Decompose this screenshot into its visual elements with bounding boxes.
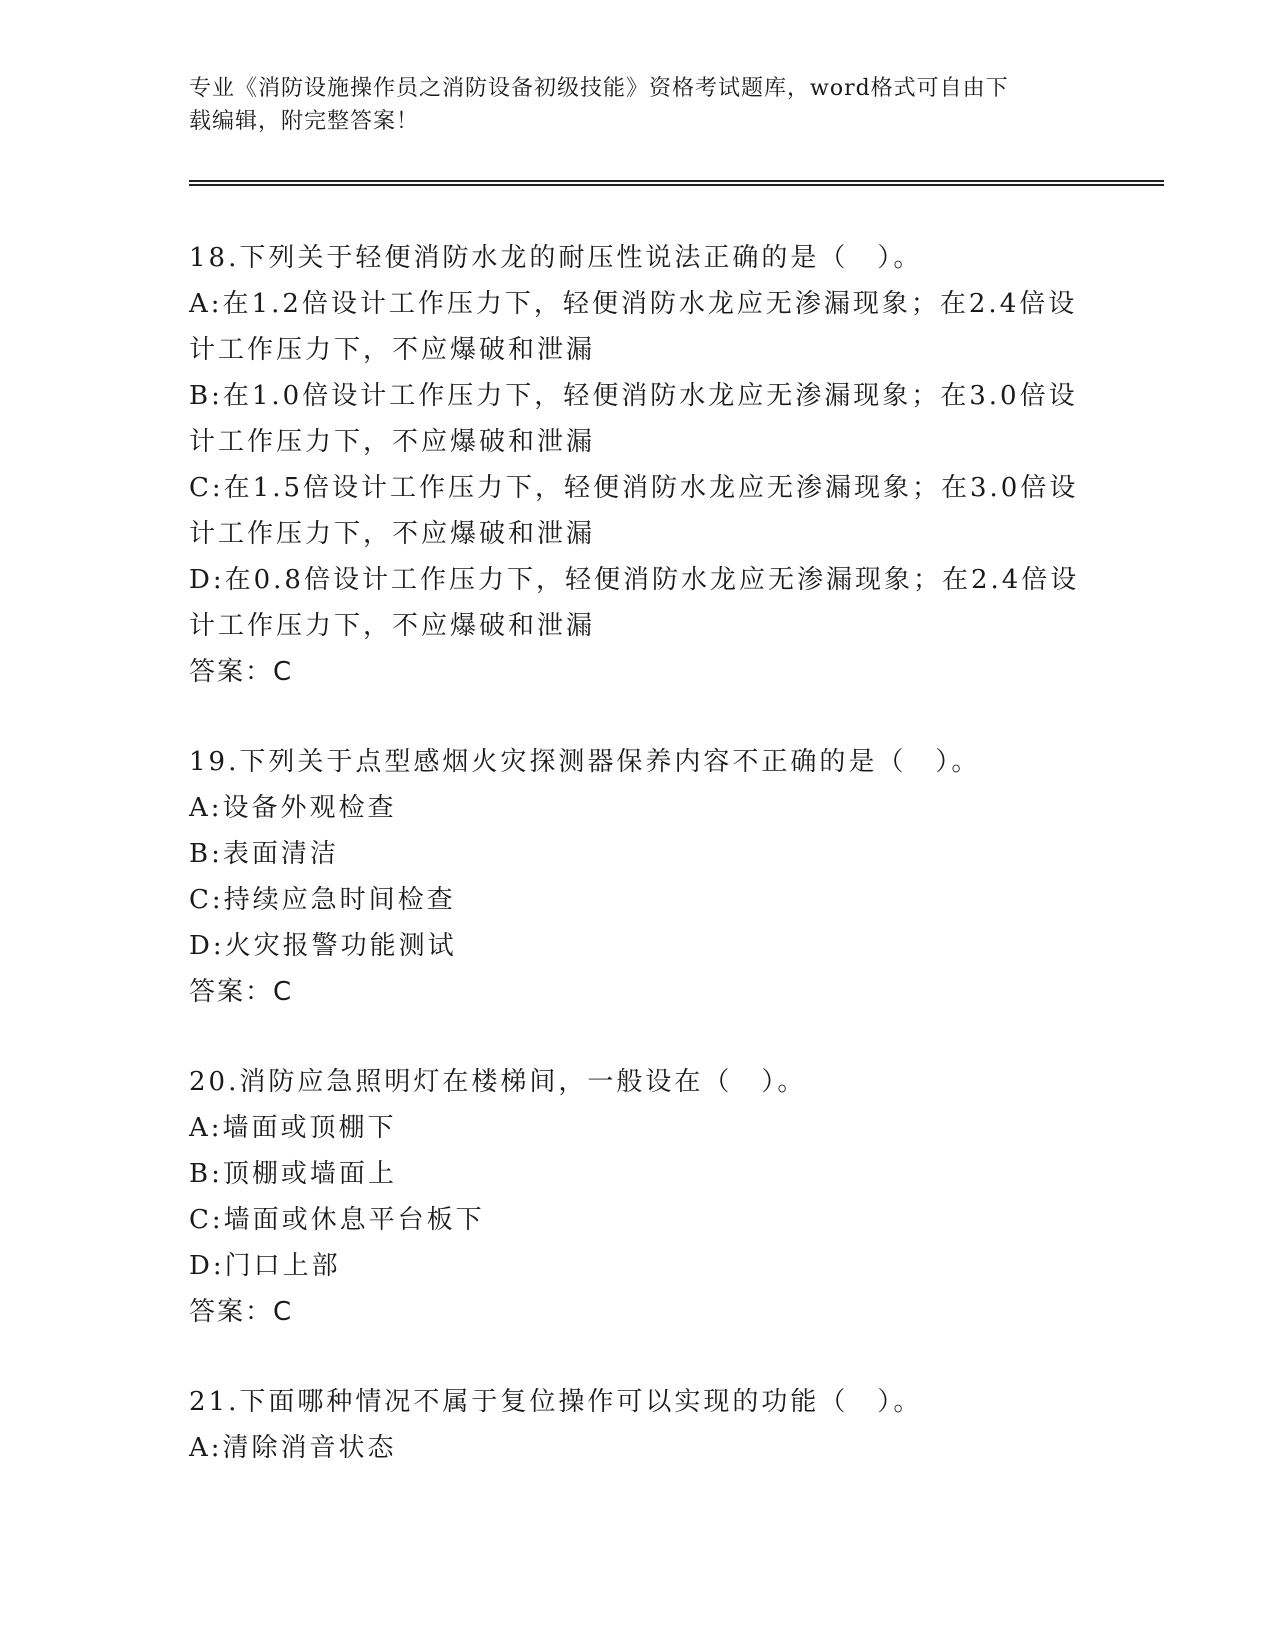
header-line-2: 载编辑，附完整答案！ xyxy=(189,109,420,134)
option-a: A:在1.2倍设计工作压力下，轻便消防水龙应无渗漏现象；在2.4倍设计工作压力下，不应爆破和泄漏 xyxy=(189,289,1078,365)
question-stem: 18.下列关于轻便消防水龙的耐压性说法正确的是（ ）。 xyxy=(189,243,923,273)
question-stem: 19.下列关于点型感烟火灾探测器保养内容不正确的是（ ）。 xyxy=(189,747,981,777)
question-20 xyxy=(189,1059,1089,1335)
header-divider xyxy=(189,180,1164,186)
option-a: A:设备外观检查 xyxy=(189,793,397,823)
question-18 xyxy=(189,235,1089,695)
option-d: D:在0.8倍设计工作压力下，轻便消防水龙应无渗漏现象；在2.4倍设计工作压力下，不应爆破和泄漏 xyxy=(189,565,1080,641)
option-c: C:在1.5倍设计工作压力下，轻便消防水龙应无渗漏现象；在3.0倍设计工作压力下，不应爆破和泄漏 xyxy=(189,473,1079,549)
question-stem: 21.下面哪种情况不属于复位操作可以实现的功能（ ）。 xyxy=(189,1387,923,1417)
answer: 答案：C xyxy=(189,977,294,1007)
option-a: A:墙面或顶棚下 xyxy=(189,1113,397,1143)
question-21 xyxy=(189,1379,1089,1471)
question-19 xyxy=(189,739,1089,1015)
option-d: D:门口上部 xyxy=(189,1251,341,1281)
option-c: C:墙面或休息平台板下 xyxy=(189,1205,485,1235)
option-b: B:在1.0倍设计工作压力下，轻便消防水龙应无渗漏现象；在3.0倍设计工作压力下，不应爆破和泄漏 xyxy=(189,381,1078,457)
option-b: B:顶棚或墙面上 xyxy=(189,1159,397,1189)
option-b: B:表面清洁 xyxy=(189,839,339,869)
option-c: C:持续应急时间检查 xyxy=(189,885,456,915)
answer: 答案：C xyxy=(189,1297,294,1327)
option-a: A:清除消音状态 xyxy=(189,1433,397,1463)
document-header xyxy=(189,72,1079,138)
question-list xyxy=(189,235,1089,1515)
answer: 答案：C xyxy=(189,657,294,687)
option-d: D:火灾报警功能测试 xyxy=(189,931,457,961)
question-stem: 20.消防应急照明灯在楼梯间，一般设在（ ）。 xyxy=(189,1067,807,1097)
header-line-1: 专业《消防设施操作员之消防设备初级技能》资格考试题库，word格式可自由下 xyxy=(189,76,1009,101)
